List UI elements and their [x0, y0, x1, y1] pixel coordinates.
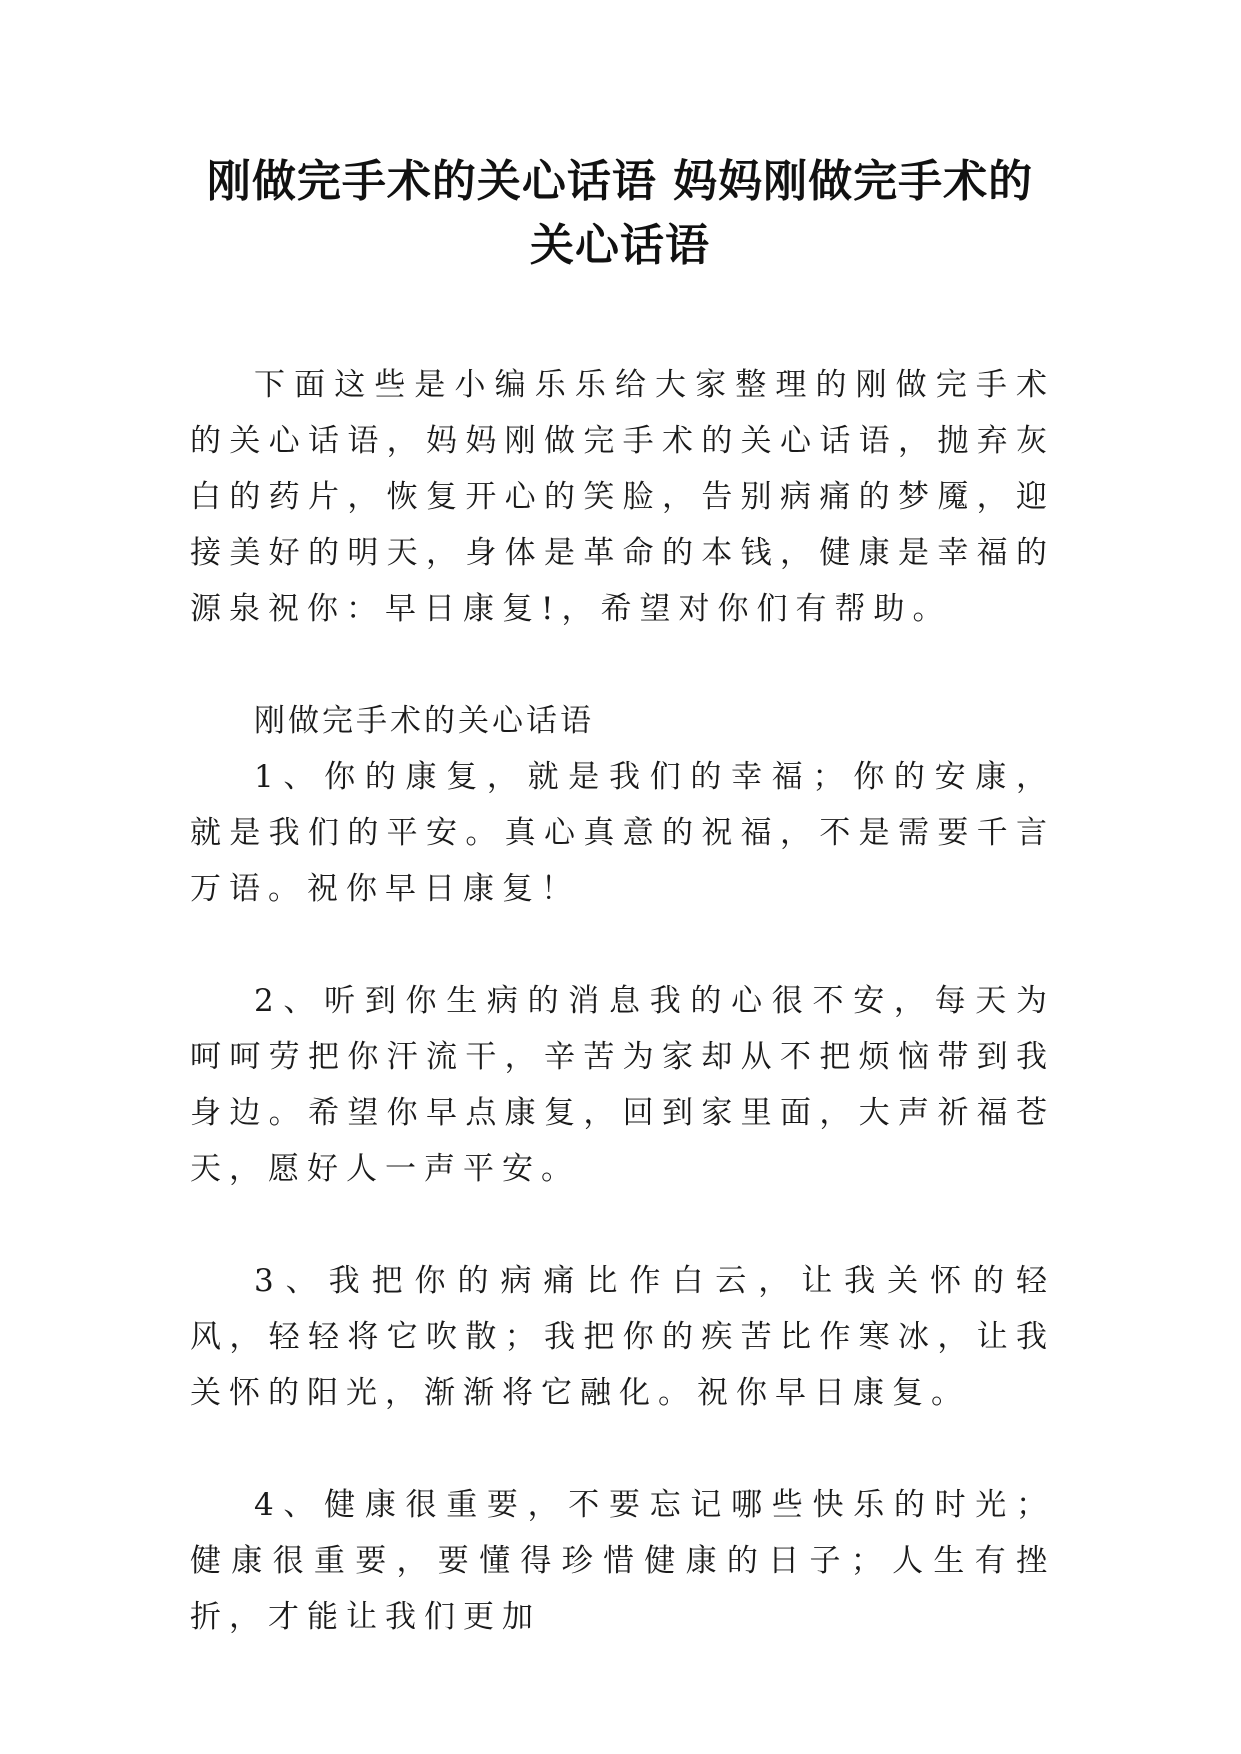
intro-paragraph: 下面这些是小编乐乐给大家整理的刚做完手术的关心话语，妈妈刚做完手术的关心话语，抛弃灰白的药片，恢复开心的笑脸，告别病痛的梦魇，迎接美好的明天，身体是革命的本钱，健康是幸福的源泉祝你：早日康复!，希望对你们有帮助。	[190, 367, 1055, 627]
list-item: 2、听到你生病的消息我的心很不安，每天为呵呵劳把你汗流干，辛苦为家却从不把烦恼带到我身边。希望你早点康复，回到家里面，大声祈福苍天，愿好人一声平安。	[190, 983, 1055, 1187]
document-body	[190, 357, 1055, 1701]
list-item: 1、你的康复，就是我们的幸福；你的安康，就是我们的平安。真心真意的祝福，不是需要千言万语。祝你早日康复！	[190, 759, 1055, 907]
title-line-2: 关心话语	[530, 220, 710, 271]
list-item: 4、健康很重要，不要忘记哪些快乐的时光；健康很重要，要懂得珍惜健康的日子；人生有挫折，才能让我们更加	[190, 1487, 1055, 1635]
title-line-1: 刚做完手术的关心话语 妈妈刚做完手术的	[206, 156, 1034, 207]
list-item: 3、我把你的病痛比作白云，让我关怀的轻风，轻轻将它吹散；我把你的疾苦比作寒冰，让我关怀的阳光，渐渐将它融化。祝你早日康复。	[190, 1263, 1055, 1411]
document-title	[180, 150, 1060, 278]
section-heading: 刚做完手术的关心话语	[254, 703, 594, 739]
